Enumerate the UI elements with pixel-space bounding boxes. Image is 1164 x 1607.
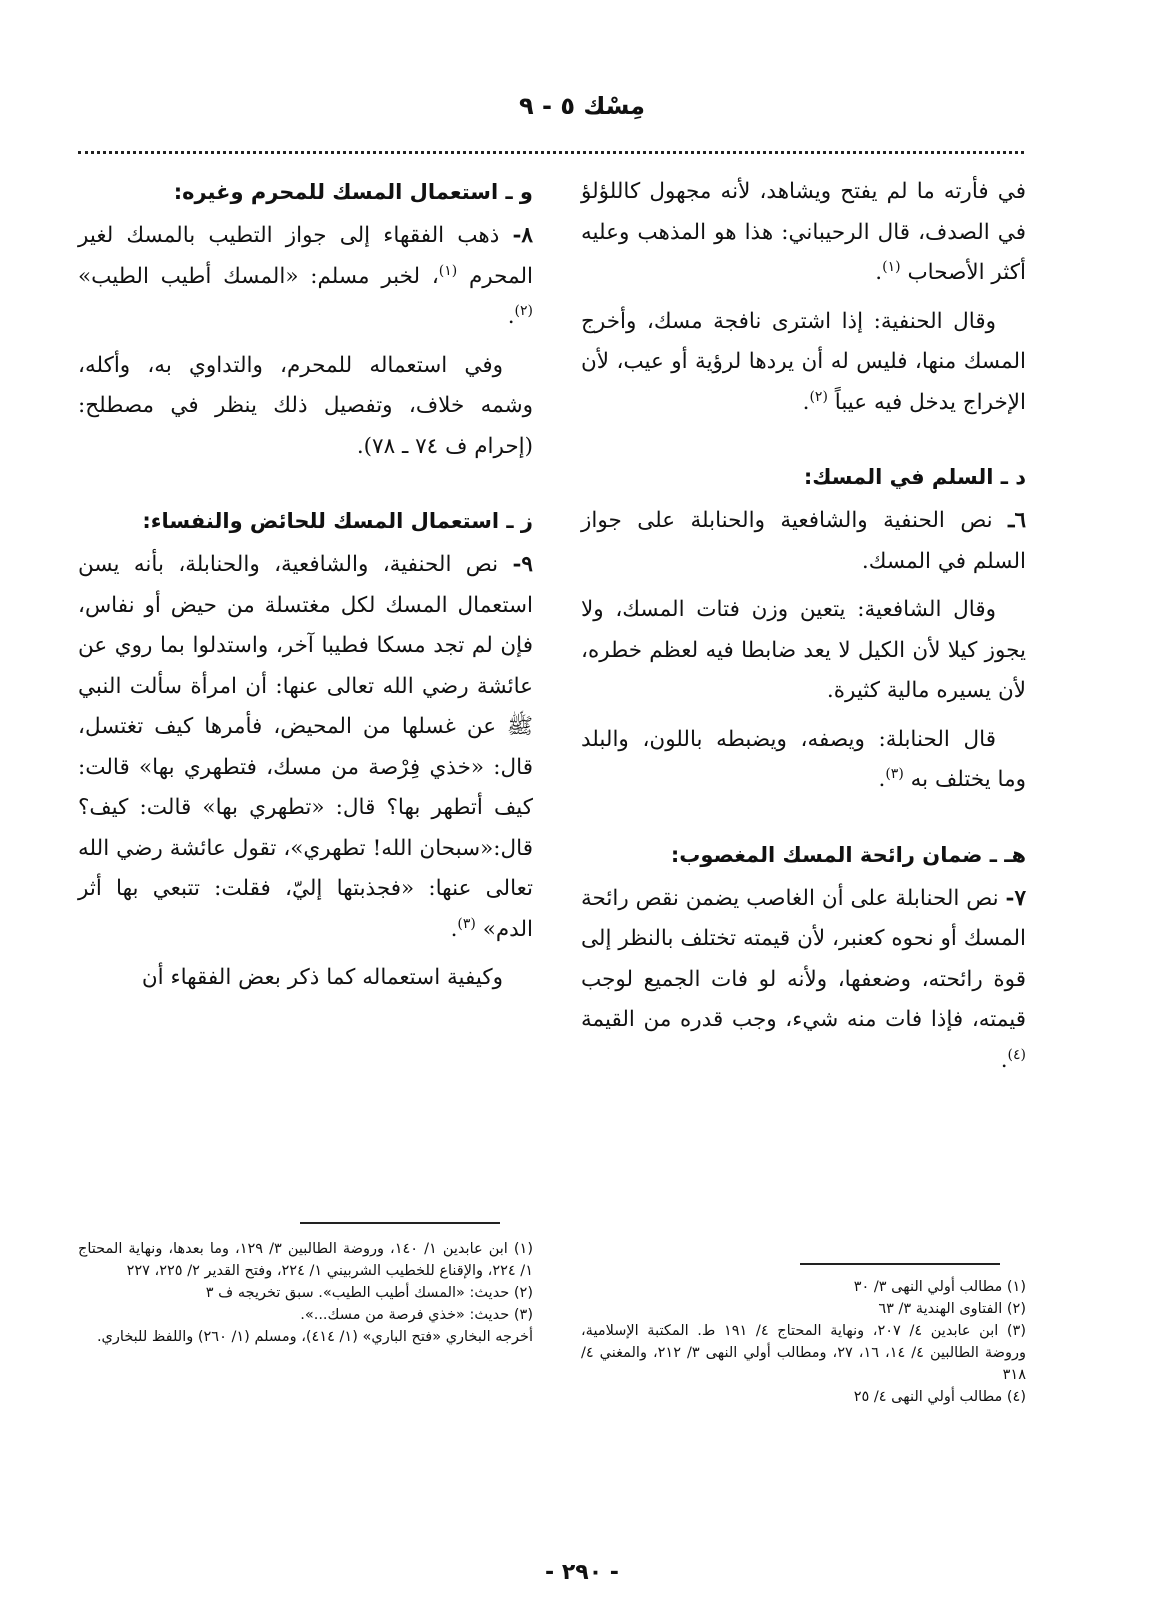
paragraph: ٩- نص الحنفية، والشافعية، والحنابلة، بأنه يسن استعمال المسك لكل مغتسلة من حيض أو نفاس، فإن لم تجد مسكا فطيبا آخر، واستدلوا بما روي عن عائشة رضي الله تعالى عنها: أن امرأة سألت النبي ﷺ عن غسلها من المحيض، فأمرها كيف تغتسل، قال: «خذي فِرْصة من مسك، فتطهري بها» قالت: كيف أتطهر بها؟ قال: «تطهري بها» قالت: كيف؟ قال:«سبحان الله! تطهري»، تقول عائشة رضي الله تعالى عنها: «فجذبتها إليّ، فقلت: تتبعي بها أثر الدم» $^{(٣)}$. [78, 552, 533, 942]
section-heading: و ـ استعمال المسك للمحرم وغيره: [173, 180, 533, 204]
paragraph-number: ٨- [512, 223, 533, 248]
footnote: أخرجه البخاري «فتح الباري» (١/ ٤١٤)، ومسلم (١/ ٢٦٠) واللفظ للبخاري. [96, 1329, 533, 1345]
paragraph: قال الحنابلة: ويصفه، ويضبطه باللون، والبلد وما يختلف به $^{(٣)}$. [581, 726, 1026, 792]
paragraph [581, 501, 1026, 582]
section-heading: د ـ السلم في المسك: [803, 465, 1026, 489]
footnote-ref: (٣) [457, 915, 476, 932]
footnote-rule [800, 1263, 1000, 1265]
footnote: (٤) مطالب أولي النهى ٤/ ٢٥ [853, 1389, 1026, 1405]
paragraph-text: وقال الحنفية: إذا اشترى نافجة مسك، وأخرج المسك منها، فليس له أن يردها لرؤية أو عيب، لأن الإخراج يدخل فيه عيباً [581, 308, 1026, 415]
footnote-ref: (١) [438, 262, 458, 279]
header-dotted-rule [78, 151, 1024, 154]
paragraph-text: في فأرته ما لم يفتح ويشاهد، لأنه مجهول كاللؤلؤ في الصدف، قال الرحيباني: هذا هو المذهب وعليه أكثر الأصحاب [581, 179, 1026, 285]
footnote-ref: (٢) [809, 388, 828, 405]
paragraph-text: ذهب الفقهاء إلى جواز التطيب بالمسك لغير المحرم [78, 223, 534, 289]
footnotes-right [581, 1276, 1026, 1408]
paragraph: ٨- ذهب الفقهاء إلى جواز التطيب بالمسك لغير المحرم $^{(١)}$، لخبر مسلم: «المسك أطيب الطيب» $^{(٢)}$. [78, 223, 534, 329]
right-column [581, 172, 1026, 1089]
section-heading: ز ـ استعمال المسك للحائض والنفساء: [142, 509, 533, 533]
paragraph-number: ٩- [512, 552, 533, 577]
footnote-ref: (٤) [1007, 1046, 1026, 1063]
paragraph-text: نص الحنفية، والشافعية، والحنابلة، بأنه يسن استعمال المسك لكل مغتسلة من حيض أو نفاس، فإن لم تجد مسكا فطيبا آخر، واستدلوا بما روي عن عائشة رضي الله تعالى عنها: أن امرأة سألت النبي ﷺ عن غسلها من المحيض، فأمرها كيف تغتسل، قال: «خذي فِرْصة من مسك، فتطهري بها» قالت: كيف أتطهر بها؟ قال: «تطهري بها» قالت: كيف؟ قال:«سبحان الله! تطهري»، تقول عائشة رضي الله تعالى عنها: «فجذبتها إليّ، فقلت: تتبعي بها أثر الدم» [78, 552, 533, 942]
paragraph: وكيفية استعماله كما ذكر بعض الفقهاء أن [141, 965, 503, 990]
paragraph-text: ، لخبر مسلم: «المسك أطيب الطيب» [78, 263, 439, 289]
footnotes-left [78, 1238, 533, 1348]
section-heading: هـ ـ ضمان رائحة المسك المغصوب: [670, 842, 1026, 867]
paragraph: وقال الحنفية: إذا اشترى نافجة مسك، وأخرج المسك منها، فليس له أن يردها لرؤية أو عيب، لأن الإخراج يدخل فيه عيباً $^{(٢)}$. [581, 308, 1026, 415]
footnote-ref: (٢) [514, 302, 533, 319]
footnote-ref: (١) [882, 258, 901, 275]
footnote: (١) ابن عابدين ١/ ١٤٠، وروضة الطالبين ٣/ ١٢٩، وما بعدها، ونهاية المحتاج ١/ ٢٢٤، والإقناع للخطيب الشربيني ١/ ٢٢٤، وفتح القدير ٢/ ٢٢٥، ٢٢٧ [78, 1241, 533, 1279]
paragraph-number: ٦ـ [1008, 508, 1026, 533]
paragraph-text: نص الحنفية والشافعية والحنابلة على جواز السلم في المسك. [581, 508, 1026, 574]
footnote-rule [300, 1222, 500, 1224]
paragraph: وفي استعماله للمحرم، والتداوي به، وأكله، وشمه خلاف، وتفصيل ذلك ينظر في مصطلح: (إحرام ف ٧٤ ـ ٧٨). [78, 352, 533, 459]
footnote: (٢) حديث: «المسك أطيب الطيب». سبق تخريجه ف ٣ [205, 1285, 533, 1301]
page-title: مِسْك ٥ - ٩ [519, 92, 645, 120]
footnote: (٣) ابن عابدين ٤/ ٢٠٧، ونهاية المحتاج ٤/ ١٩١ ط. المكتبة الإسلامية، وروضة الطالبين ٤/ ١٤، ١٦، ٢٧، ومطالب أولي النهى ٣/ ٢١٢، والمغني ٤/ ٣١٨ [581, 1323, 1027, 1383]
paragraph: في فأرته ما لم يفتح ويشاهد، لأنه مجهول كاللؤلؤ في الصدف، قال الرحيباني: هذا هو المذهب وعليه أكثر الأصحاب $^{(١)}$. [581, 179, 1026, 285]
paragraph-number: ٧- [1005, 885, 1027, 911]
paragraph: وقال الشافعية: يتعين وزن فتات المسك، ولا يجوز كيلا لأن الكيل لا يعد ضابطا فيه لعظم خطره، لأن يسيره مالية كثيرة. [581, 597, 1026, 703]
left-column [78, 172, 533, 1007]
footnote: (١) مطالب أولي النهى ٣/ ٣٠ [853, 1279, 1026, 1295]
footnote: (٢) الفتاوى الهندية ٣/ ٦٣ [878, 1301, 1026, 1317]
paragraph-text: نص الحنابلة على أن الغاصب يضمن نقص رائحة المسك أو نحوه كعنبر، لأن قيمته تختلف بالنظر إلى قوة رائحته، وضعفها، ولأنه لو فات الجميع لوجب قيمته، فإذا فات منه شيء، وجب قدره من القيمة [581, 885, 1026, 1032]
page-number: - ٢٩٠ - [545, 1560, 619, 1585]
footnote: (٣) حديث: «خذي فرصة من مسك...». [300, 1307, 533, 1323]
paragraph: ٧- نص الحنابلة على أن الغاصب يضمن نقص رائحة المسك أو نحوه كعنبر، لأن قيمته تختلف بالنظر إلى قوة رائحته، وضعفها، ولأنه لو فات الجميع لوجب قيمته، فإذا فات منه شيء، وجب قدره من القيمة $^{(٤)}$. [581, 885, 1027, 1073]
footnote-ref: (٣) [885, 765, 904, 782]
paragraph-text: قال الحنابلة: ويصفه، ويضبطه باللون، والبلد وما يختلف به [581, 726, 1026, 792]
